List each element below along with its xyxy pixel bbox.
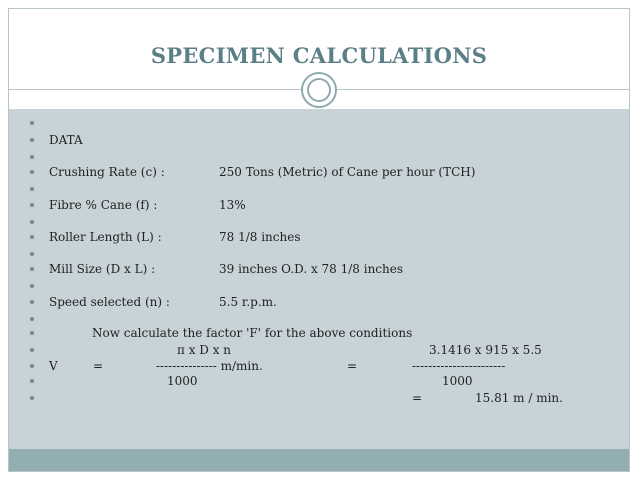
data-heading: DATA [49,133,83,147]
bullet-icon [30,267,34,271]
bullet-icon [30,203,34,207]
content-area [9,109,629,449]
list-item [9,132,629,148]
bullet-icon [30,300,34,304]
fibre-label: Fibre % Cane (f) : [49,198,158,212]
bullet-icon [30,252,34,256]
slide-title: SPECIMEN CALCULATIONS [150,43,488,68]
list-item [9,115,629,131]
list-item [9,373,629,389]
list-item [9,246,629,262]
roller-length-value: 78 1/8 inches [219,230,301,244]
speed-value: 5.5 r.p.m. [219,295,277,309]
bullet-icon [30,396,34,400]
bullet-icon [30,235,34,239]
calc-fraction-line: ----------------------- [412,359,506,373]
list-item [9,325,629,341]
equals-sign: = [412,391,423,405]
bullet-icon [30,220,34,224]
list-item [9,229,629,245]
list-item [9,164,629,180]
list-item [9,342,629,358]
list-item [9,181,629,197]
list-item [9,214,629,230]
equals-sign: = [347,359,358,373]
bullet-icon [30,170,34,174]
crushing-rate-value: 250 Tons (Metric) of Cane per hour (TCH) [219,165,476,179]
list-item [9,390,629,406]
list-item [9,278,629,294]
fibre-value: 13% [219,198,246,212]
footer-bar [9,449,629,471]
bullet-icon [30,364,34,368]
formula-denominator: 1000 [167,374,198,388]
instruction-text: Now calculate the factor 'F' for the above conditions [92,326,413,340]
formula-numerator: π x D x n [177,343,232,357]
bullet-icon [30,379,34,383]
slide [8,8,630,472]
roller-length-label: Roller Length (L) : [49,230,162,244]
calc-numerator: 3.1416 x 915 x 5.5 [429,343,542,357]
list-item [9,261,629,277]
speed-label: Speed selected (n) : [49,295,170,309]
mill-size-value: 39 inches O.D. x 78 1/8 inches [219,262,404,276]
list-item [9,358,629,374]
mill-size-label: Mill Size (D x L) : [49,262,156,276]
equals-sign: = [93,359,104,373]
bullet-icon [30,331,34,335]
velocity-symbol: V [49,359,58,373]
bullet-icon [30,284,34,288]
circle-ornament-icon [301,72,337,108]
bullet-icon [30,138,34,142]
bullet-icon [30,187,34,191]
bullet-icon [30,155,34,159]
bullet-icon [30,317,34,321]
list-item [9,294,629,310]
bullet-icon [30,121,34,125]
result-value: 15.81 m / min. [475,391,563,405]
list-item [9,197,629,213]
bullet-icon [30,348,34,352]
formula-fraction-line: --------------- m/min. [156,359,263,373]
calc-denominator: 1000 [442,374,473,388]
list-item [9,149,629,165]
crushing-rate-label: Crushing Rate (c) : [49,165,165,179]
